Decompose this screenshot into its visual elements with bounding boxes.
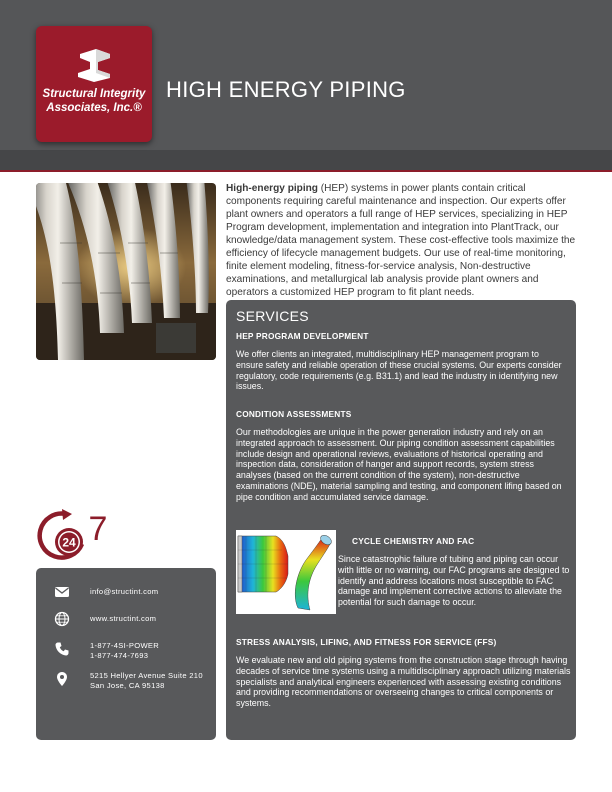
badge-hours: 24	[62, 535, 76, 550]
website-text[interactable]: www.structint.com	[90, 614, 157, 623]
service-heading-cycle-chemistry: CYCLE CHEMISTRY AND FAC	[352, 536, 475, 546]
logo-text-line1: Structural Integrity	[42, 88, 146, 100]
logo-text-line2: Associates, Inc.®	[46, 102, 142, 114]
phone-icon	[54, 641, 70, 657]
clock-24-7-icon	[36, 508, 116, 560]
globe-icon	[54, 611, 70, 627]
badge-days: 7	[88, 510, 108, 548]
address-line2: San Jose, CA 95138	[90, 681, 165, 690]
envelope-icon	[54, 584, 70, 600]
contact-address	[54, 671, 203, 691]
intro-body: (HEP) systems in power plants contain critical components requiring careful maintenance and inspection. Our experts offer plant owners and operators a full range of HEP services, specializing in HEP Program development, implementation and integration into PlantTrack, our knowledge/data management system. These cost-effective tools maximize the efficiency of lifecycle management budgets. Our use of real-time monitoring, finite element modeling, fitness-for-service analysis, Non-destructive examinations, and metallurgical lab analysis provide plant owners and operators a customized HEP program to fit plant needs.	[226, 183, 576, 298]
header-lower-band	[0, 150, 612, 172]
email-text[interactable]: info@structint.com	[90, 587, 159, 596]
i-beam-logo-icon	[76, 48, 112, 82]
page-title: HIGH ENERGY PIPING	[166, 77, 406, 102]
service-heading-hep-program: HEP PROGRAM DEVELOPMENT	[236, 331, 369, 341]
service-body-condition-assessments: Our methodologies are unique in the power generation industry and rely on an integrated approach to assessment. Our piping condition assessment capabilities include design and operational reviews, evaluations of historical operating and inspection data, consideration of hanger and support records, system stress analyses (based on the current condition of the system), non-destructive examinations (NDE), material sampling and testing, and component lifing based on pipe condition and accumulated service damage.	[236, 427, 562, 502]
services-title: SERVICES	[236, 308, 309, 324]
services-panel	[226, 300, 576, 740]
address-line1: 5215 Hellyer Avenue Suite 210	[90, 671, 203, 680]
service-body-hep-program: We offer clients an integrated, multidisciplinary HEP management program to ensure safety and reliable operation of these crucial systems. Our experts consider regulatory, code requirements (e.g. B31.1) and lead the industry in identifying new issues.	[236, 349, 562, 392]
contact-panel	[36, 568, 216, 740]
fac-simulation-image	[236, 530, 336, 614]
phone-primary[interactable]: 1-877-4SI-POWER	[90, 641, 160, 650]
piping-photo	[36, 183, 216, 360]
service-body-stress-analysis: We evaluate new and old piping systems from the construction stage through having decades of service time systems using a multidisciplinary approach utilizing materials specialists and analytical engineers experienced with assessing existing conditions and providing recommendations or overseeing changes to critical components or systems.	[236, 655, 571, 709]
phone-secondary[interactable]: 1-877-474-7693	[90, 651, 149, 660]
service-body-cycle-chemistry: Since catastrophic failure of tubing and piping can occur with little or no warning, our FAC programs are designed to identify and address locations most susceptible to FAC damage and implement corrective actions to alleviate the potential for such damage to occur.	[338, 554, 570, 608]
intro-paragraph	[226, 182, 578, 299]
header-divider	[0, 170, 612, 172]
contact-phone[interactable]	[54, 641, 159, 661]
contact-website[interactable]	[54, 611, 156, 627]
contact-email[interactable]	[54, 584, 158, 600]
support-24-7-badge	[36, 508, 116, 560]
service-heading-stress-analysis: STRESS ANALYSIS, LIFING, AND FITNESS FOR SERVICE (FFS)	[236, 637, 497, 647]
company-logo	[36, 26, 152, 142]
intro-lead: High-energy piping	[226, 183, 318, 194]
service-heading-condition-assessments: CONDITION ASSESSMENTS	[236, 409, 352, 419]
location-pin-icon	[54, 671, 70, 687]
